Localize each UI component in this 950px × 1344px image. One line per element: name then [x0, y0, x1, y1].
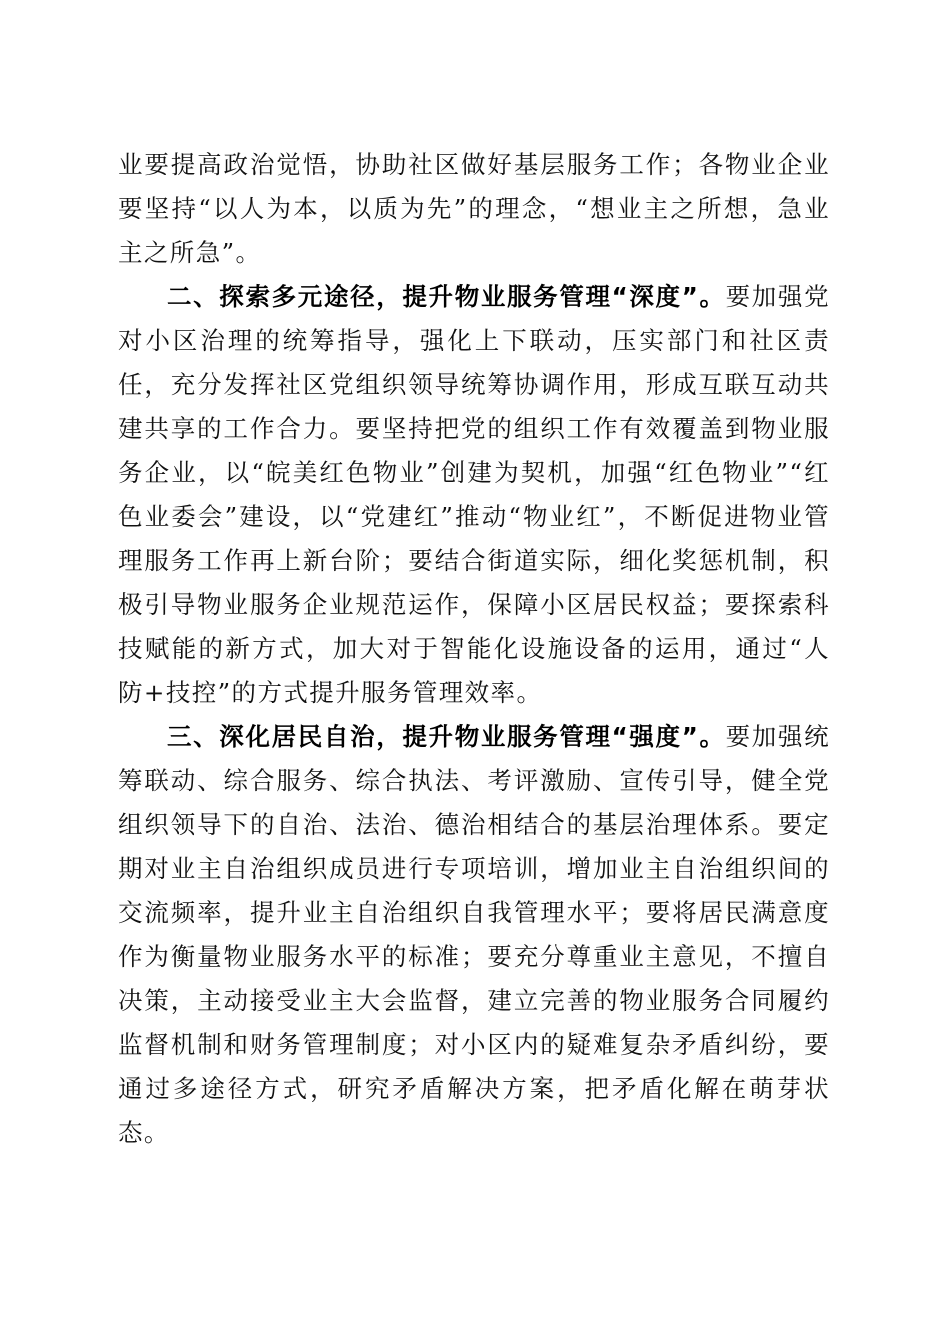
paragraph-section-3 — [118, 715, 830, 1155]
paragraph-section-2 — [118, 275, 830, 715]
paragraph-text: 要加强统筹联动、综合服务、综合执法、考评激励、宣传引导，健全党组织领导下的自治、法治、德治相结合的基层治理体系。要定期对业主自治组织成员进行专项培训，增加业主自治组织间的交流频率，提升业主自治组织自我管理水平；要将居民满意度作为衡量物业服务水平的标准；要充分尊重业主意见，不擅自决策，主动接受业主大会监督，建立完善的物业服务合同履约监督机制和财务管理制度；对小区内的疑难复杂矛盾纠纷，要通过多途径方式，研究矛盾解决方案，把矛盾化解在萌芽状态。 — [118, 722, 830, 1147]
paragraph-text: 业要提高政治觉悟，协助社区做好基层服务工作；各物业企业要坚持“以人为本，以质为先”的理念，“想业主之所想，急业主之所急”。 — [118, 150, 830, 267]
paragraph-text: 要加强党对小区治理的统筹指导，强化上下联动，压实部门和社区责任，充分发挥社区党组织领导统筹协调作用，形成互联互动共建共享的工作合力。要坚持把党的组织工作有效覆盖到物业服务企业，以“皖美红色物业”创建为契机，加强“红色物业”“红色业委会”建设，以“党建红”推动“物业红”，不断促进物业管理服务工作再上新台阶；要结合街道实际，细化奖惩机制，积极引导物业服务企业规范运作，保障小区居民权益；要探索科技赋能的新方式，加大对于智能化设施设备的运用，通过“人防+技控”的方式提升服务管理效率。 — [118, 282, 830, 707]
paragraph-continuation — [118, 143, 830, 275]
section-heading: 二、探索多元途径，提升物业服务管理“深度”。 — [167, 282, 726, 311]
document-body — [118, 143, 830, 1155]
section-heading: 三、深化居民自治，提升物业服务管理“强度”。 — [167, 722, 726, 751]
